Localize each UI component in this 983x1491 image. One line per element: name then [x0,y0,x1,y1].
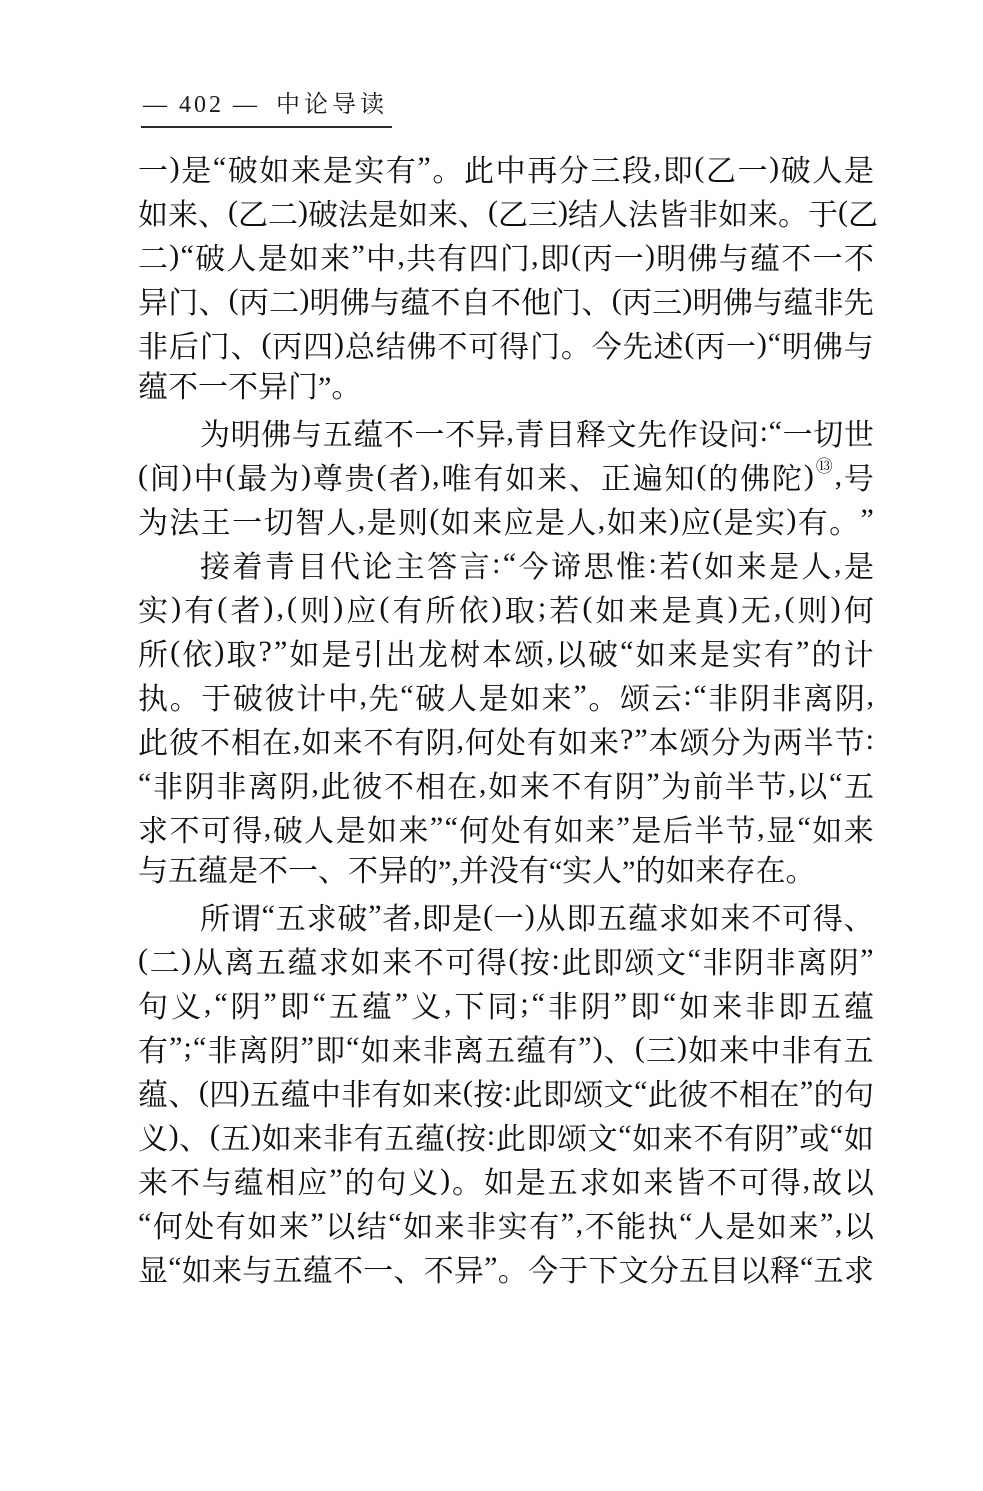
text-line: 如 来 、 ( 乙 二 ) 破 法 是 如 来 、 ( 乙 三 ) 结 人 法 皆 非 如 来 。 于 ( 乙 [138,195,878,232]
text-line: 求 不 可 得 , 破 人 是 如 来 ” “ 何 处 有 如 来 ” 是 后 半 节 , 显 “ 如 来 [138,811,874,848]
text-line: 所 谓 “ 五 求 破 ” 者 , 即 是 ( 一 ) 从 即 五 蕴 求 如 来 不 可 得 、 [200,899,874,936]
text-line: 一 ) 是 “ 破 如 来 是 实 有 ” 。 此 中 再 分 三 段 , 即 ( 乙 一 ) 破 人 是 [138,151,874,188]
body-text [138,146,878,1290]
running-header [141,84,392,128]
text-line: 为 法 王 一 切 智 人 , 是 则 ( 如 来 应 是 人 , 如 来 ) 应 ( 是 实 ) 有 。 ” [138,503,874,540]
text-line: 与五蕴是不一、不异的”,并没有“实人”的如来存在。 [138,855,816,888]
text-line: 来 不 与 蕴 相 应 ” 的 句 义 ) 。 如 是 五 求 如 来 皆 不 可 得 , 故 以 [138,1163,874,1200]
text-line: 非 后 门 、 ( 丙 四 ) 总 结 佛 不 可 得 门 。 今 先 述 ( 丙 一 ) “ 明 佛 与 [138,327,874,364]
text-line: 执 。 于 破 彼 计 中 , 先 “ 破 人 是 如 来 ” 。 颂 云 : “ 非 阴 非 离 阴 , [138,679,874,716]
text-line: 显 “ 如 来 与 五 蕴 不 一 、 不 异 ” 。 今 于 下 文 分 五 目 以 释 “ 五 求 [138,1251,874,1288]
text-line: ( 二 ) 从 离 五 蕴 求 如 来 不 可 得 ( 按 : 此 即 颂 文 “ 非 阴 非 离 阴 ” [138,943,874,980]
text-line: 为 明 佛 与 五 蕴 不 一 不 异 , 青 目 释 文 先 作 设 问 : “ 一 切 世 [200,415,874,452]
text-line: “ 何 处 有 如 来 ” 以 结 “ 如 来 非 实 有 ” , 不 能 执 “ 人 是 如 来 ” , 以 [138,1207,874,1244]
text-line: ( 间 ) 中 ( 最 为 ) 尊 贵 ( 者 ) , 唯 有 如 来 、 正 遍 知 ( 的 佛 陀 ) ⑬ , 号 [138,457,874,496]
text-line: 蕴不一不异门”。 [138,371,362,404]
text-line: 义 ) 、 ( 五 ) 如 来 非 有 五 蕴 ( 按 : 此 即 颂 文 “ 如 来 不 有 阴 ” 或 “ 如 [138,1119,874,1156]
text-line: 有 ” ; “ 非 离 阴 ” 即 “ 如 来 非 离 五 蕴 有 ” ) 、 ( 三 ) 如 来 中 非 有 五 [138,1031,874,1068]
text-line: 实 ) 有 ( 者 ) , ( 则 ) 应 ( 有 所 依 ) 取 ; 若 ( 如 来 是 真 ) 无 , ( 则 ) 何 [138,591,874,628]
text-line: 接 着 青 目 代 论 主 答 言 : “ 今 谛 思 惟 : 若 ( 如 来 是 人 , 是 [200,547,874,584]
text-line: 二 ) “ 破 人 是 如 来 ” 中 , 共 有 四 门 , 即 ( 丙 一 ) 明 佛 与 蕴 不 一 不 [138,239,874,276]
text-line: “ 非 阴 非 离 阴 , 此 彼 不 相 在 , 如 来 不 有 阴 ” 为 前 半 节 , 以 “ 五 [138,767,874,804]
text-line: 异 门 、 ( 丙 二 ) 明 佛 与 蕴 不 自 不 他 门 、 ( 丙 三 ) 明 佛 与 蕴 非 先 [138,283,874,320]
text-line: 句 义 , “ 阴 ” 即 “ 五 蕴 ” 义 , 下 同 ; “ 非 阴 ” 即 “ 如 来 非 即 五 蕴 [138,987,874,1024]
text-line: 所 ( 依 ) 取 ? ” 如 是 引 出 龙 树 本 颂 , 以 破 “ 如 来 是 实 有 ” 的 计 [138,635,874,672]
book-title: 中论导读 [276,92,388,118]
page-number: — 402 — [143,92,260,118]
text-line: 蕴 、 ( 四 ) 五 蕴 中 非 有 如 来 ( 按 : 此 即 颂 文 “ 此 彼 不 相 在 ” 的 句 [138,1075,874,1112]
text-line: 此 彼 不 相 在 , 如 来 不 有 阴 , 何 处 有 如 来 ? ” 本 颂 分 为 两 半 节 : [138,723,874,760]
